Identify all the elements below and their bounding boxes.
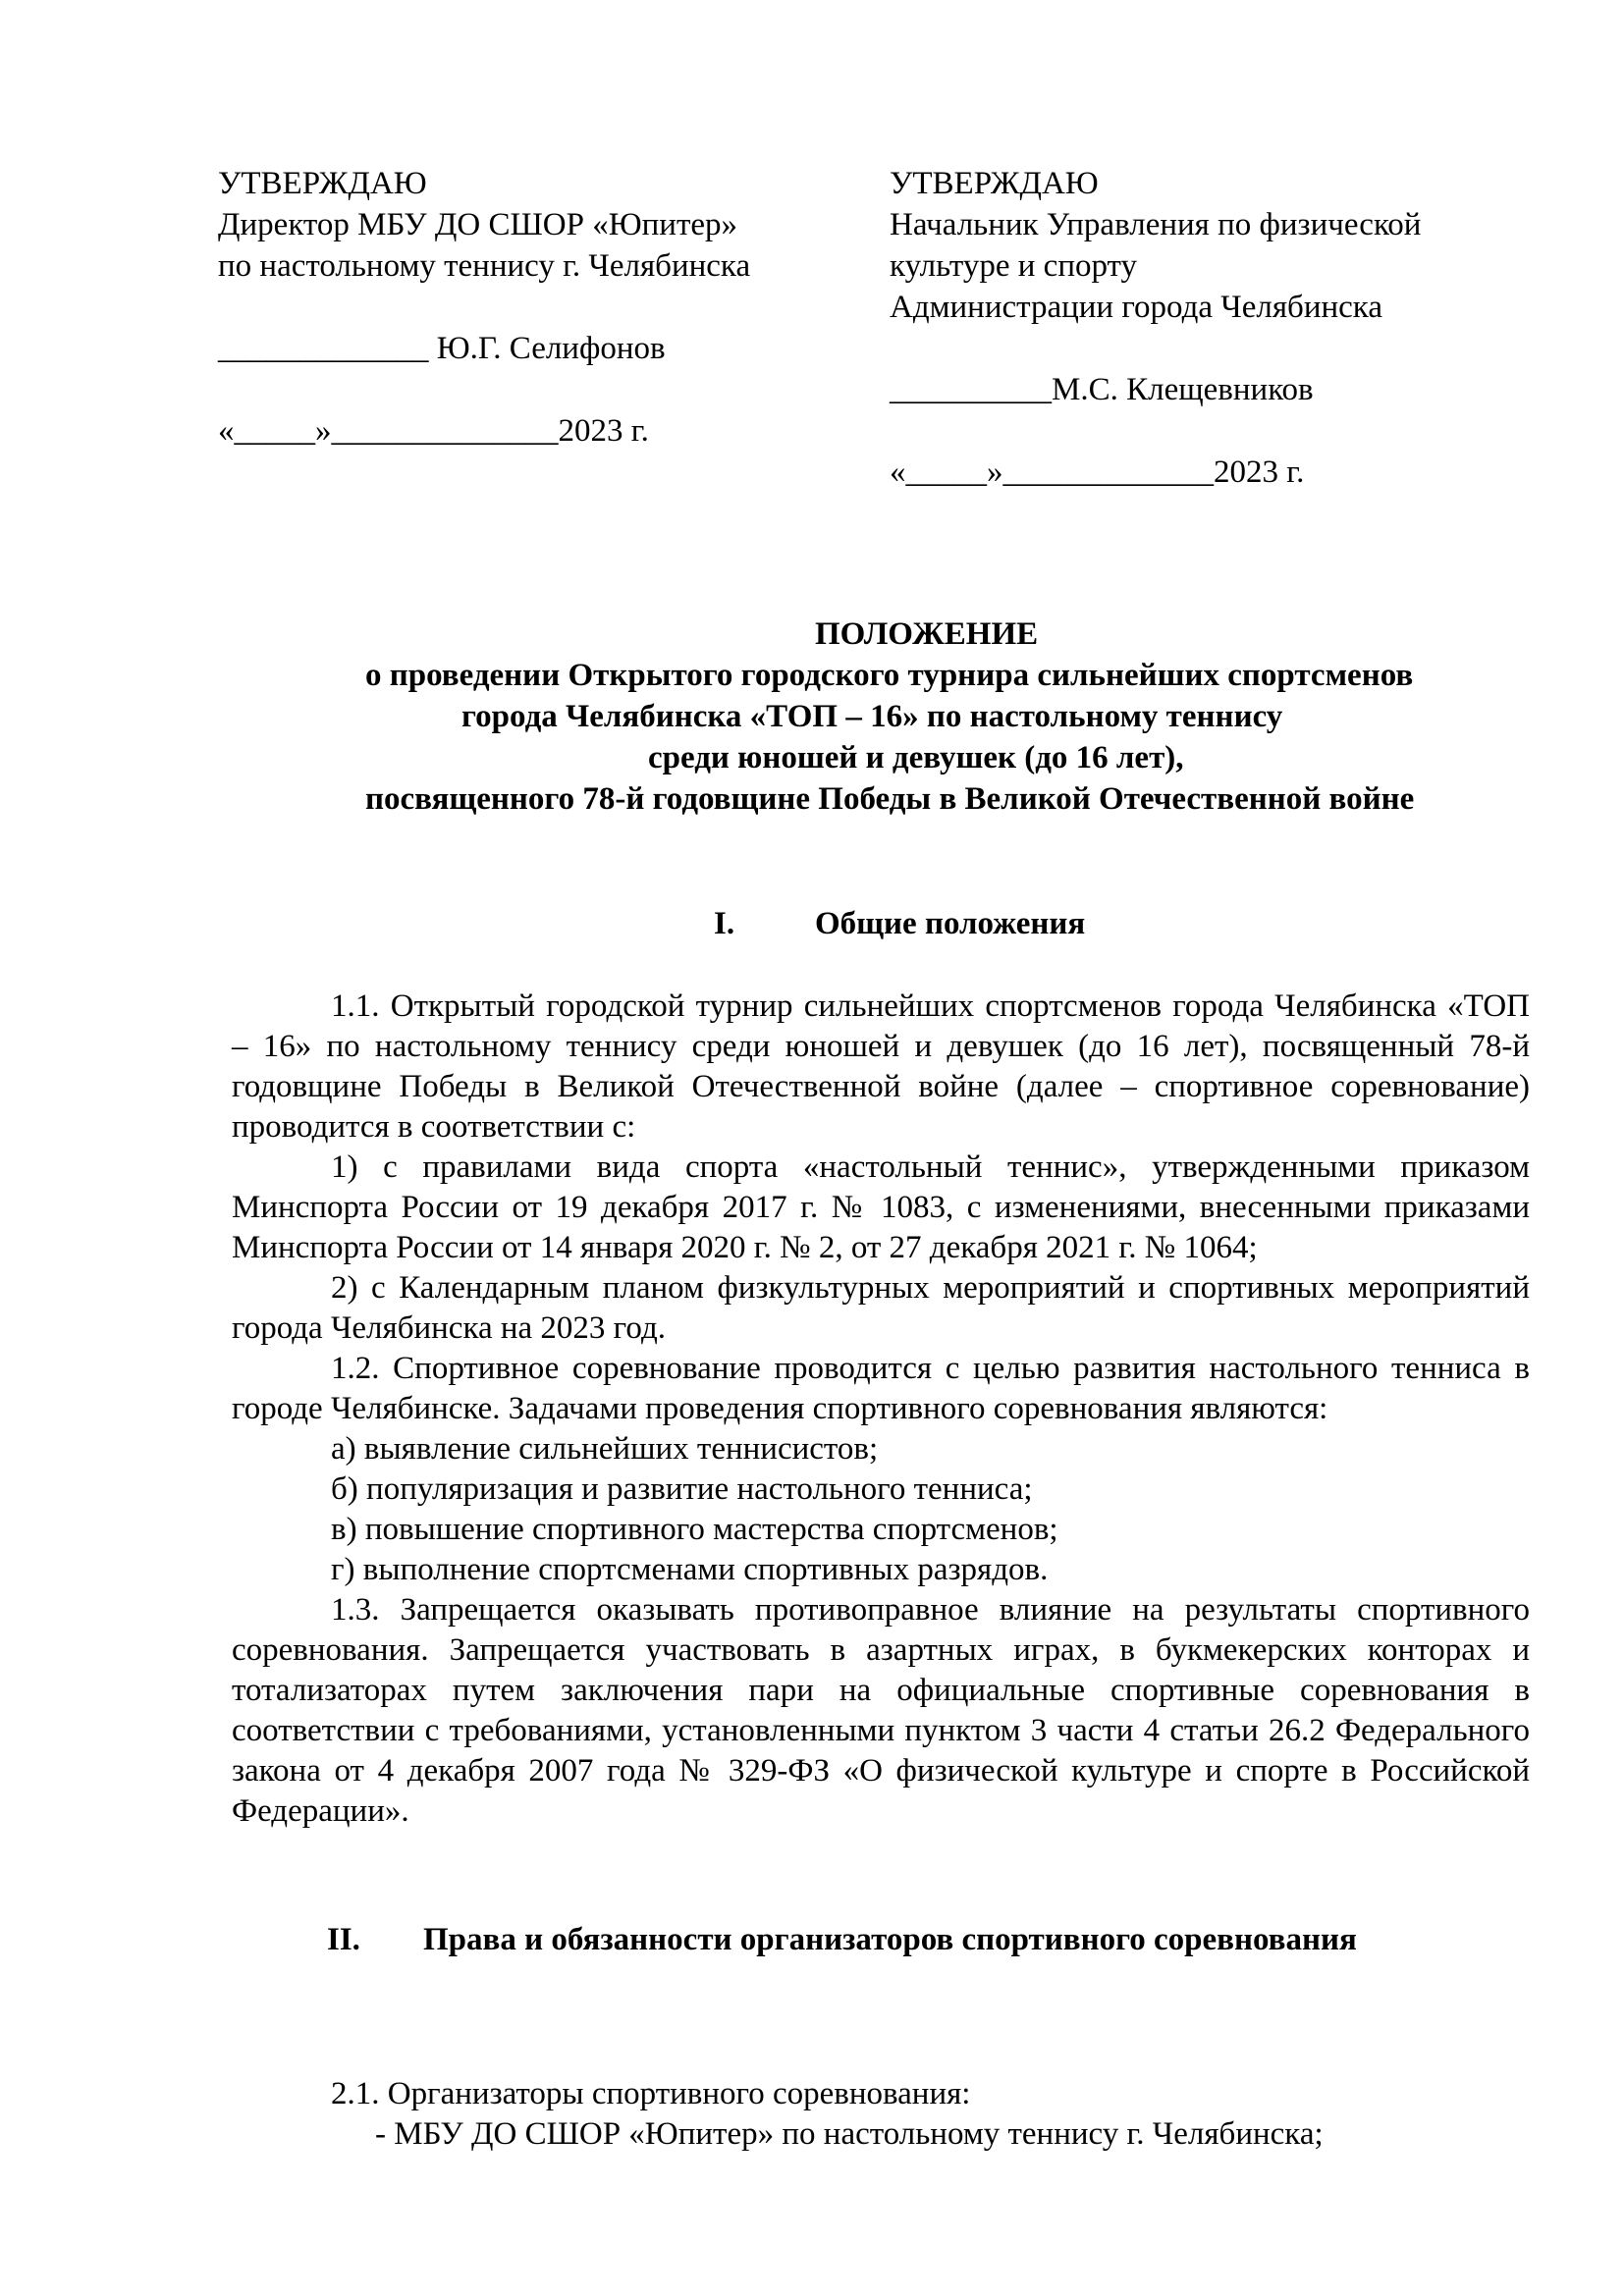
approval-right-line: Администрации города Челябинска [890,290,1382,325]
approval-right-line: Начальник Управления по физической [890,207,1422,242]
task-item: г) выполнение спортсменами спортивных разрядов. [331,1552,1049,1587]
approval-left-heading: УТВЕРЖДАЮ [218,166,427,201]
approval-left-date: «_____»______________2023 г. [218,413,649,449]
approval-left-line: Директор МБУ ДО СШОР «Юпитер» [218,207,738,242]
title-line: города Челябинска «ТОП – 16» по настольному теннису [461,699,1283,734]
task-item: б) популяризация и развитие настольного тенниса; [331,1471,1033,1507]
paragraph-1-1: 1.1. Открытый городской турнир сильнейших спортсменов города Челябинска «ТОП – 16» по настольному теннису среди юношей и девушек (до 16 лет), посвященный 78-й годовщине Победы в Великой Отечественной войне (далее – спортивное соревнование) проводится в соответствии с: [232,988,1530,1145]
approval-right-date: «_____»_____________2023 г. [890,454,1305,490]
organizer-item: - МБУ ДО СШОР «Юпитер» по настольному теннису г. Челябинска; [375,2116,1324,2152]
title-line: среди юношей и девушек (до 16 лет), [648,740,1184,775]
approval-block-right [890,163,1538,493]
paragraph-1-3: 1.3. Запрещается оказывать противоправное влияние на результаты спортивного соревнования. Запрещается участвовать в азартных играх, в букмекерских конторах и тотализаторах путем заключения пари на официальные спортивные соревнования в соответствии с требованиями, установленными пунктом 3 части 4 статьи 26.2 Федерального закона от 4 декабря 2007 года № 329-ФЗ «О физической культуре и спорте в Российской Федерации». [232,1592,1530,1829]
approval-block-left [218,163,846,452]
approval-right-signature: __________М.С. Клещевников [890,372,1314,407]
section-number: I. [714,906,735,941]
paragraph-1-1-2: 2) с Календарным планом физкультурных мероприятий и спортивных мероприятий города Челябинска на 2023 год. [232,1270,1530,1346]
paragraph-1-2: 1.2. Спортивное соревнование проводится с целью развития настольного тенниса в городе Челябинске. Задачами проведения спортивного соревнования являются: [232,1351,1530,1426]
title-line: посвященного 78-й годовщине Победы в Великой Отечественной войне [365,781,1415,817]
task-item: а) выявление сильнейших теннисистов; [331,1431,879,1467]
section-1-body [232,987,1530,1832]
approval-right-line: культуре и спорту [890,248,1138,284]
title-line: о проведении Открытого городского турнира сильнейших спортсменов [365,658,1414,693]
section-2-body [232,2074,1530,2155]
paragraph-2-1: 2.1. Организаторы спортивного соревнования: [331,2076,971,2111]
title-line: ПОЛОЖЕНИЕ [815,616,1039,652]
approval-left-signature: _____________ Ю.Г. Селифонов [218,331,666,366]
approval-left-line: по настольному теннису г. Челябинска [218,248,751,284]
section-heading-2 [327,1919,1357,1960]
approval-right-heading: УТВЕРЖДАЮ [890,166,1099,201]
section-title: Права и обязанности организаторов спортивного соревнования [423,1922,1357,1957]
paragraph-1-1-1: 1) с правилами вида спорта «настольный теннис», утвержденными приказом Минспорта России от 19 декабря 2017 г. № 1083, с изменениями, внесенными приказами Минспорта России от 14 января 2020 г. № 2, от 27 декабря 2021 г. № 1064; [232,1149,1530,1265]
section-title: Общие положения [815,906,1086,941]
section-number: II. [327,1922,360,1957]
document-title [218,614,1530,820]
section-heading-1 [714,903,1085,944]
task-item: в) повышение спортивного мастерства спортсменов; [331,1512,1058,1547]
